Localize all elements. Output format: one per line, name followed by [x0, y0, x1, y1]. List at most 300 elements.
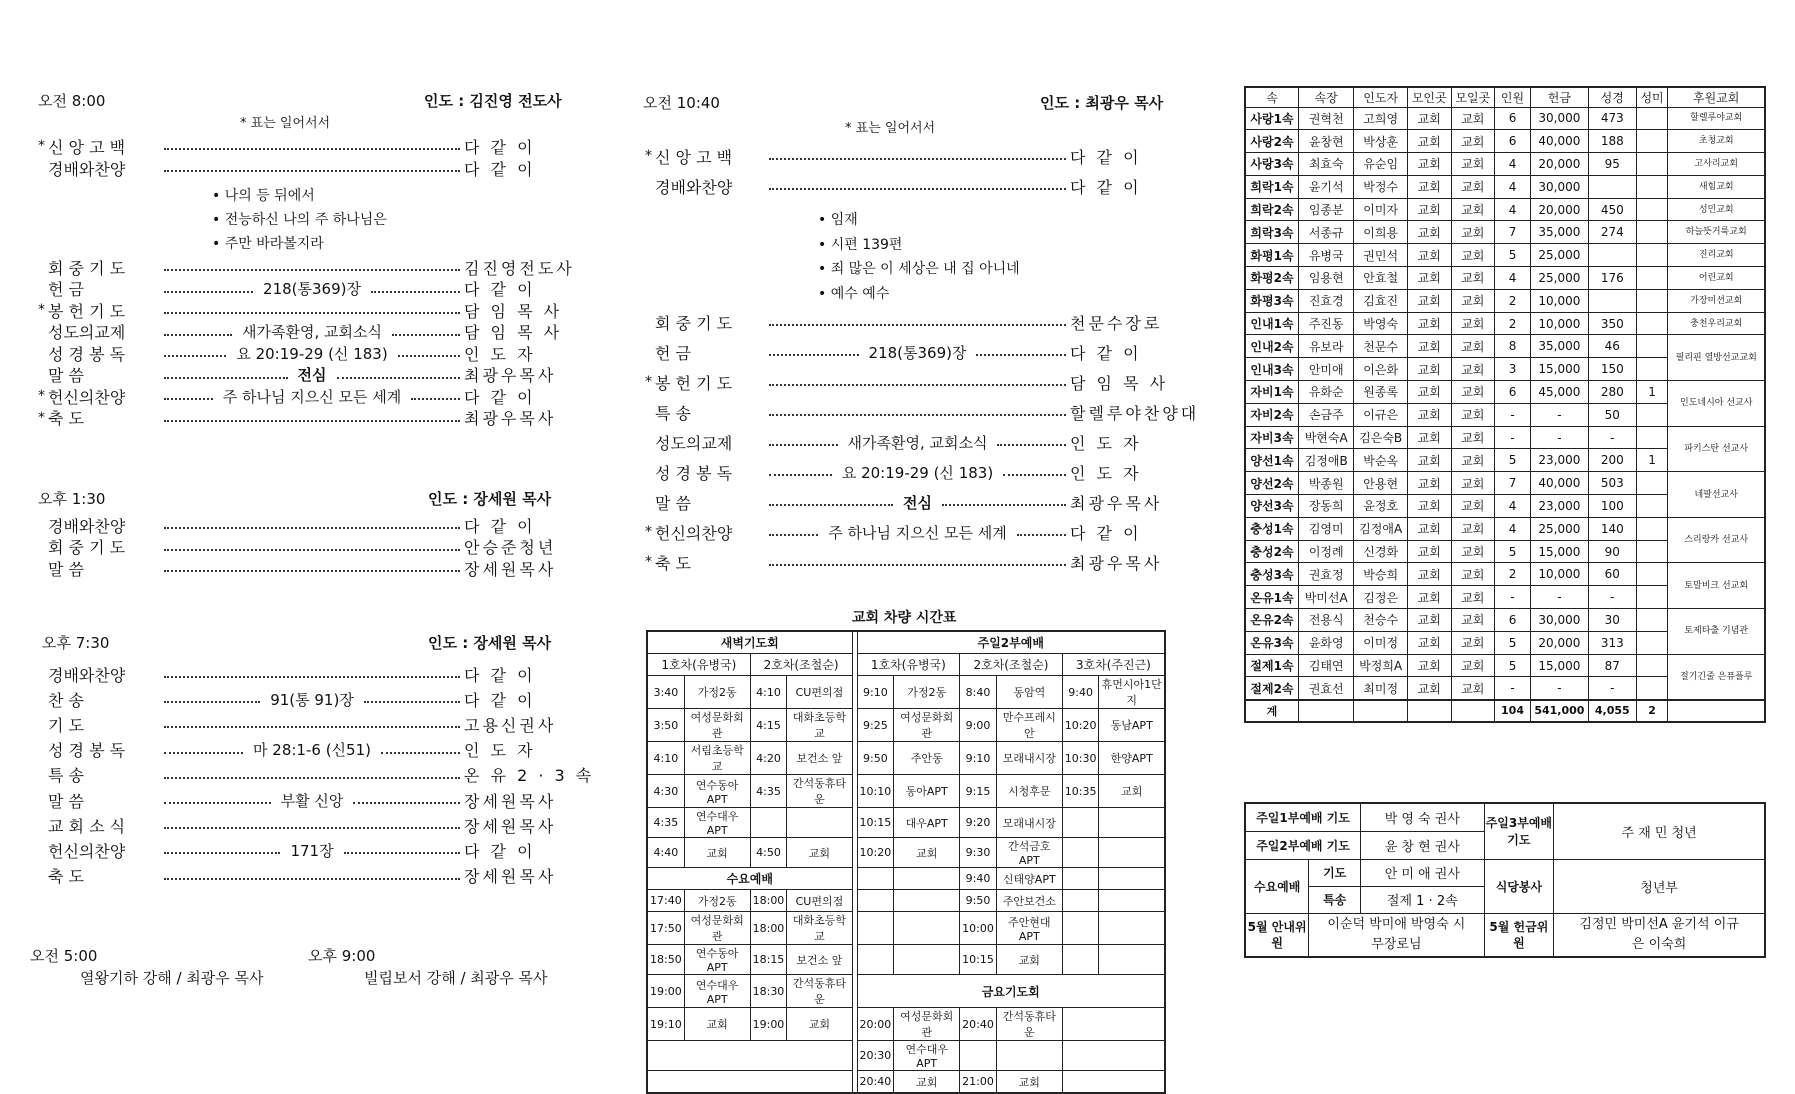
- cell-value: 윤창현: [1298, 130, 1353, 153]
- dotted-leader: [337, 377, 461, 379]
- vehicle-cell: [857, 945, 894, 975]
- cell-report: [1244, 86, 1766, 723]
- duty-name: 박 영 숙 권사: [1361, 803, 1484, 831]
- lecture-text: 빌립보서 강해 / 최광우 목사: [364, 969, 548, 987]
- liturgy-item-person: 다 같 이: [1070, 177, 1142, 197]
- car-header: 2호차(조철순): [960, 654, 1063, 676]
- duty-name: 이순덕 박미애 박영숙 시무장로님: [1309, 913, 1484, 957]
- vehicle-cell: 동남APT: [1099, 709, 1165, 742]
- vehicle-cell: 9:50: [960, 890, 997, 912]
- vehicle-cell: CU편의점: [787, 676, 852, 709]
- cell-value: 교회: [1407, 426, 1451, 449]
- dotted-leader: [164, 726, 460, 728]
- liturgy-row: [38, 714, 566, 734]
- cell-value: 503: [1588, 472, 1636, 495]
- vehicle-cell: [750, 808, 787, 838]
- vehicle-cell: 9:10: [857, 676, 894, 709]
- support-church: 진리교회: [1668, 244, 1765, 267]
- vehicle-cell: [960, 1041, 997, 1071]
- duty-label: 기도: [1309, 859, 1361, 886]
- cell-value: 교회: [1407, 517, 1451, 540]
- dotted-leader: [381, 752, 460, 754]
- vehicle-cell: 대화초등학교: [787, 912, 852, 945]
- lecture-text: 열왕기하 강해 / 최광우 목사: [80, 969, 264, 987]
- dotted-leader: [769, 354, 859, 356]
- cell-value: 4: [1495, 495, 1531, 518]
- cell-value: 30,000: [1530, 609, 1588, 632]
- cell-value: [1636, 244, 1668, 267]
- duty-label: 5월 안내위원: [1245, 913, 1309, 957]
- cell-value: [1636, 358, 1668, 381]
- vehicle-cell: 주안보건소: [996, 890, 1062, 912]
- cell-value: 5: [1495, 244, 1531, 267]
- liturgy-item-name: 경배와찬양: [655, 177, 733, 197]
- cell-value: [1636, 403, 1668, 426]
- cell-value: [1636, 426, 1668, 449]
- vehicle-cell: [1062, 945, 1099, 975]
- liturgy-item-detail: 218(통369)장: [868, 343, 967, 362]
- cell-value: 15,000: [1530, 540, 1588, 563]
- vehicle-cell: [1099, 838, 1165, 868]
- cell-value: 박승희: [1354, 563, 1407, 586]
- liturgy-row: [645, 312, 1170, 332]
- cell-value: 교회: [1407, 563, 1451, 586]
- cell-value: 전용식: [1298, 609, 1353, 632]
- cell-value: 김정애A: [1354, 517, 1407, 540]
- cell-value: 교회: [1451, 335, 1495, 358]
- cell-value: 5: [1495, 540, 1531, 563]
- vehicle-cell: 연수대우APT: [894, 1041, 960, 1071]
- cell-table-header: 헌금: [1530, 87, 1588, 107]
- total-value: [1668, 700, 1765, 722]
- cell-value: 권효정: [1298, 563, 1353, 586]
- dotted-leader: [769, 188, 1066, 190]
- cell-value: 5: [1495, 631, 1531, 654]
- liturgy-item-name: 성도의교제: [48, 323, 126, 342]
- cell-value: 김효진: [1354, 289, 1407, 312]
- vehicle-cell: [1099, 912, 1165, 945]
- dotted-leader: [164, 878, 460, 880]
- liturgy-item-name: 헌신의찬양: [48, 387, 126, 407]
- cell-value: 50: [1588, 403, 1636, 426]
- cell-table-header: 후원교회: [1668, 87, 1765, 107]
- vehicle-cell: [857, 868, 894, 890]
- liturgy-row: [645, 552, 1170, 572]
- cell-value: 양선2속: [1245, 472, 1298, 495]
- liturgy-item-name: 말 씀: [48, 791, 84, 811]
- liturgy-item-person: 인 도 자: [464, 741, 536, 761]
- vehicle-cell: 대우APT: [894, 808, 960, 838]
- liturgy-row: [645, 522, 1170, 542]
- vehicle-cell: 4:35: [647, 808, 684, 838]
- vehicle-cell: 18:00: [750, 912, 787, 945]
- cell-value: -: [1530, 403, 1588, 426]
- standing-mark: *: [38, 138, 45, 154]
- dotted-leader: [411, 398, 460, 400]
- vehicle-cell: [996, 1041, 1062, 1071]
- liturgy-item-person: 김진영전도사: [464, 258, 575, 278]
- cell-value: [1588, 289, 1636, 312]
- duty-name: 주 재 민 청년: [1554, 803, 1765, 859]
- cell-value: 이은화: [1354, 358, 1407, 381]
- song-item: • 나의 등 뒤에서: [212, 188, 315, 204]
- cell-value: 30,000: [1530, 175, 1588, 198]
- liturgy-item-person: 장세원목사: [464, 867, 557, 887]
- vehicle-cell: 연수동아APT: [684, 775, 750, 808]
- cell-value: 김태연: [1298, 654, 1353, 677]
- vehicle-cell: [894, 945, 960, 975]
- dotted-leader: [769, 564, 1066, 566]
- cell-value: 온유2속: [1245, 609, 1298, 632]
- table-row: [1245, 244, 1765, 267]
- cell-value: [1636, 267, 1668, 290]
- liturgy-item-person: 최광우목사: [1070, 553, 1163, 573]
- dotted-leader: [164, 377, 288, 379]
- vehicle-cell: 서림초등학교: [684, 742, 750, 775]
- dotted-leader: [164, 148, 460, 150]
- cell-value: 인내2속: [1245, 335, 1298, 358]
- dotted-leader: [164, 827, 460, 829]
- cell-value: [1588, 175, 1636, 198]
- cell-value: 4: [1495, 267, 1531, 290]
- cell-value: [1636, 563, 1668, 586]
- liturgy-row: [645, 402, 1200, 423]
- cell-value: 교회: [1451, 540, 1495, 563]
- liturgy-row: [38, 765, 595, 786]
- liturgy-item-name: 봉 헌 기 도: [48, 301, 126, 321]
- duty-label: 주일3부예배 기도: [1484, 803, 1554, 859]
- cell-value: 온유3속: [1245, 631, 1298, 654]
- cell-value: 150: [1588, 358, 1636, 381]
- dotted-leader: [997, 444, 1066, 446]
- cell-value: 교회: [1407, 631, 1451, 654]
- cell-value: 교회: [1451, 267, 1495, 290]
- liturgy-item-name: 회 중 기 도: [655, 313, 733, 333]
- support-church: 절기긴줄 은퓨플루: [1668, 654, 1765, 700]
- liturgy-item-person: 장세원목사: [464, 559, 557, 579]
- liturgy-item-name: 특 송: [48, 766, 84, 786]
- vehicle-cell: [894, 890, 960, 912]
- dotted-leader: [392, 334, 460, 336]
- vehicle-cell: 간석동휴타운: [787, 975, 852, 1008]
- song-item: • 죄 많은 이 세상은 내 집 아니네: [818, 261, 1020, 277]
- service-time: 오전 8:00: [38, 92, 106, 110]
- vehicle-cell: 20:40: [960, 1008, 997, 1041]
- cell-value: 25,000: [1530, 267, 1588, 290]
- cell-value: 교회: [1451, 631, 1495, 654]
- vehicle-cell: 20:30: [857, 1041, 894, 1071]
- cell-value: 23,000: [1530, 495, 1588, 518]
- cell-value: 교회: [1407, 677, 1451, 700]
- support-church: 토말비크 선교회: [1668, 563, 1765, 609]
- table-row: [1245, 335, 1765, 358]
- liturgy-row: [645, 462, 1170, 482]
- liturgy-item-detail: 171장: [290, 841, 334, 860]
- liturgy-item-person: 천문수장로: [1070, 313, 1163, 333]
- standing-mark: *: [645, 554, 652, 570]
- cell-value: 교회: [1407, 403, 1451, 426]
- cell-value: 4: [1495, 153, 1531, 176]
- liturgy-row: [38, 136, 566, 156]
- vehicle-cell: 4:50: [750, 838, 787, 868]
- table-row: [1245, 267, 1765, 290]
- cell-value: 280: [1588, 381, 1636, 404]
- cell-value: 최효숙: [1298, 153, 1353, 176]
- cell-value: 이규은: [1354, 403, 1407, 426]
- cell-value: 희락3속: [1245, 221, 1298, 244]
- cell-value: 온유1속: [1245, 586, 1298, 609]
- dotted-leader: [769, 384, 1066, 386]
- cell-value: 화평3속: [1245, 289, 1298, 312]
- vehicle-cell: 20:40: [857, 1071, 894, 1094]
- liturgy-item-person: 다 같 이: [464, 841, 536, 861]
- vehicle-cell: 교회: [787, 838, 852, 868]
- vehicle-cell: [1062, 868, 1099, 890]
- vehicle-cell: 교회: [996, 1071, 1062, 1094]
- dotted-leader: [164, 570, 460, 572]
- dotted-leader: [1017, 534, 1066, 536]
- cell-value: 안용현: [1354, 472, 1407, 495]
- dotted-leader: [942, 504, 1066, 506]
- cell-value: 5: [1495, 449, 1531, 472]
- liturgy-item-name: 성 경 봉 독: [655, 463, 733, 483]
- support-church: 할렐루야교회: [1668, 107, 1765, 130]
- liturgy-row: [38, 790, 566, 810]
- cell-value: 사랑1속: [1245, 107, 1298, 130]
- liturgy-item-name: 헌신의찬양: [48, 841, 126, 861]
- cell-value: 교회: [1451, 563, 1495, 586]
- cell-value: 45,000: [1530, 381, 1588, 404]
- vehicle-cell: 18:00: [750, 890, 787, 912]
- cell-value: 교회: [1407, 472, 1451, 495]
- cell-value: 충성2속: [1245, 540, 1298, 563]
- liturgy-row: [38, 300, 566, 320]
- service-leader: 인도 : 김진영 전도사: [424, 92, 562, 110]
- liturgy-item-person: 다 같 이: [1070, 343, 1142, 363]
- table-row: [1245, 289, 1765, 312]
- vehicle-cell: 9:20: [960, 808, 997, 838]
- cell-value: [1636, 631, 1668, 654]
- cell-value: 사랑2속: [1245, 130, 1298, 153]
- liturgy-item-person: 다 같 이: [1070, 523, 1142, 543]
- duty-label: 5월 헌금위원: [1484, 913, 1554, 957]
- cell-value: 화평1속: [1245, 244, 1298, 267]
- duty-roster: [1244, 802, 1766, 958]
- cell-value: 박종원: [1298, 472, 1353, 495]
- cell-value: 이정례: [1298, 540, 1353, 563]
- cell-value: 20,000: [1530, 631, 1588, 654]
- cell-value: 양선1속: [1245, 449, 1298, 472]
- cell-value: 7: [1495, 472, 1531, 495]
- cell-value: 양선3속: [1245, 495, 1298, 518]
- cell-value: 교회: [1407, 358, 1451, 381]
- song-item: • 주만 바라볼지라: [212, 236, 324, 252]
- liturgy-item-name: 말 씀: [655, 493, 691, 513]
- cell-value: 교회: [1451, 244, 1495, 267]
- cell-value: [1636, 609, 1668, 632]
- cell-value: 교회: [1407, 381, 1451, 404]
- total-value: [1298, 700, 1353, 722]
- cell-value: 교회: [1407, 609, 1451, 632]
- cell-value: 교회: [1451, 153, 1495, 176]
- cell-value: 35,000: [1530, 221, 1588, 244]
- vehicle-cell: 10:15: [857, 808, 894, 838]
- liturgy-item-name: 신 앙 고 백: [48, 137, 126, 157]
- cell-value: 절제2속: [1245, 677, 1298, 700]
- support-church: 고사리교회: [1668, 153, 1765, 176]
- cell-value: 윤화영: [1298, 631, 1353, 654]
- cell-value: 교회: [1451, 472, 1495, 495]
- cell-value: 313: [1588, 631, 1636, 654]
- vehicle-cell: 4:10: [750, 676, 787, 709]
- vehicle-cell: 9:00: [960, 709, 997, 742]
- cell-value: 권효선: [1298, 677, 1353, 700]
- cell-value: [1636, 130, 1668, 153]
- liturgy-row: [38, 815, 566, 835]
- cell-table: [1244, 86, 1766, 723]
- cell-value: 유순임: [1354, 153, 1407, 176]
- dotted-leader: [344, 852, 460, 854]
- cell-table-header: 모인곳: [1407, 87, 1451, 107]
- song-item: • 예수 예수: [818, 285, 890, 302]
- cell-value: 진효경: [1298, 289, 1353, 312]
- cell-value: 서종규: [1298, 221, 1353, 244]
- vehicle-cell: 10:10: [857, 775, 894, 808]
- vehicle-cell: [1099, 945, 1165, 975]
- cell-value: 박상훈: [1354, 130, 1407, 153]
- table-row: [1245, 517, 1765, 540]
- cell-value: 유화순: [1298, 381, 1353, 404]
- dawn-title: 새벽기도회: [647, 631, 852, 654]
- vehicle-cell: 만수프레시안: [996, 709, 1062, 742]
- liturgy-row: [38, 408, 566, 428]
- car-header: 2호차(조철순): [750, 654, 852, 676]
- liturgy-item-name: 특 송: [655, 403, 691, 423]
- cell-value: [1636, 586, 1668, 609]
- total-value: 4,055: [1588, 700, 1636, 722]
- liturgy-item-name: 성도의교제: [655, 433, 733, 453]
- vehicle-cell: 교회: [894, 1071, 960, 1094]
- support-church: 하늘뜻거룩교회: [1668, 221, 1765, 244]
- cell-value: 3: [1495, 358, 1531, 381]
- liturgy-item-name: 봉 헌 기 도: [655, 373, 733, 393]
- vehicle-cell: [1099, 890, 1165, 912]
- dotted-leader: [769, 534, 818, 536]
- dotted-leader: [164, 334, 232, 336]
- cell-value: 천승수: [1354, 609, 1407, 632]
- liturgy-item-detail: 91(통 91)장: [270, 690, 354, 709]
- liturgy-item-name: 교 회 소 식: [48, 816, 126, 836]
- cell-value: 교회: [1407, 244, 1451, 267]
- cell-value: -: [1530, 426, 1588, 449]
- cell-value: 안미애: [1298, 358, 1353, 381]
- cell-value: 교회: [1451, 495, 1495, 518]
- vehicle-cell: 모래내시장: [996, 742, 1062, 775]
- liturgy-item-person: 다 같 이: [464, 159, 536, 179]
- liturgy-row: [38, 840, 566, 860]
- liturgy-row: [645, 372, 1170, 392]
- vehicle-cell: 10:35: [1062, 775, 1099, 808]
- liturgy-row: [38, 158, 566, 178]
- cell-value: 김정애B: [1298, 449, 1353, 472]
- cell-value: 윤기석: [1298, 175, 1353, 198]
- vehicle-cell: 간석동휴타운: [787, 775, 852, 808]
- table-row: [1245, 175, 1765, 198]
- cell-value: 이미정: [1354, 631, 1407, 654]
- vehicle-cell: 교회: [787, 1008, 852, 1041]
- cell-value: 충성1속: [1245, 517, 1298, 540]
- wed-title: 수요예배: [647, 868, 852, 890]
- standing-mark: *: [645, 524, 652, 540]
- cell-value: -: [1495, 677, 1531, 700]
- cell-value: 교회: [1407, 198, 1451, 221]
- cell-value: 2: [1495, 563, 1531, 586]
- cell-value: 교회: [1407, 107, 1451, 130]
- dotted-leader: [769, 158, 1066, 160]
- vehicle-cell: 9:15: [960, 775, 997, 808]
- cell-value: 450: [1588, 198, 1636, 221]
- service-leader: 인도 : 장세원 목사: [428, 490, 552, 508]
- vehicle-cell: 보건소 앞: [787, 742, 852, 775]
- vehicle-cell: 여성문화회관: [894, 1008, 960, 1041]
- cell-value: 교회: [1451, 289, 1495, 312]
- table-row: [1245, 130, 1765, 153]
- cell-value: 35,000: [1530, 335, 1588, 358]
- cell-value: 교회: [1451, 677, 1495, 700]
- cell-value: 원종록: [1354, 381, 1407, 404]
- cell-value: [1636, 540, 1668, 563]
- dotted-leader: [353, 802, 460, 804]
- dotted-leader: [164, 170, 460, 172]
- cell-value: 박순옥: [1354, 449, 1407, 472]
- cell-value: 박미선A: [1298, 586, 1353, 609]
- vehicle-cell: 3:40: [647, 676, 684, 709]
- liturgy-row: [38, 740, 566, 760]
- dotted-leader: [164, 701, 260, 703]
- liturgy-item-name: 신 앙 고 백: [655, 147, 733, 167]
- cell-value: -: [1588, 426, 1636, 449]
- vehicle-cell: 연수동아APT: [684, 945, 750, 975]
- duty-name: 안 미 애 권사: [1361, 859, 1484, 886]
- cell-value: 천문수: [1354, 335, 1407, 358]
- cell-value: 6: [1495, 130, 1531, 153]
- total-value: 2: [1636, 700, 1668, 722]
- cell-value: -: [1530, 677, 1588, 700]
- dotted-leader: [164, 398, 213, 400]
- liturgy-item-person: 다 같 이: [464, 665, 536, 685]
- cell-value: 10,000: [1530, 563, 1588, 586]
- dotted-leader: [398, 355, 460, 357]
- cell-value: [1636, 312, 1668, 335]
- vehicle-cell: 보건소 앞: [787, 945, 852, 975]
- vehicle-cell: 18:15: [750, 945, 787, 975]
- cell-value: 교회: [1451, 358, 1495, 381]
- cell-value: 6: [1495, 609, 1531, 632]
- service-time: 오전 10:40: [643, 94, 720, 112]
- dotted-leader: [164, 527, 460, 529]
- cell-value: -: [1495, 426, 1531, 449]
- liturgy-item-name: 말 씀: [48, 559, 84, 579]
- liturgy-row: [38, 515, 566, 535]
- cell-value: 박영숙: [1354, 312, 1407, 335]
- cell-value: 30,000: [1530, 107, 1588, 130]
- liturgy-row: [645, 342, 1170, 362]
- liturgy-item-name: 헌 금: [48, 280, 84, 299]
- cell-value: 유보라: [1298, 335, 1353, 358]
- table-row: [1245, 381, 1765, 404]
- liturgy-item-name: 축 도: [48, 867, 84, 887]
- liturgy-item-name: 경배와찬양: [48, 159, 126, 179]
